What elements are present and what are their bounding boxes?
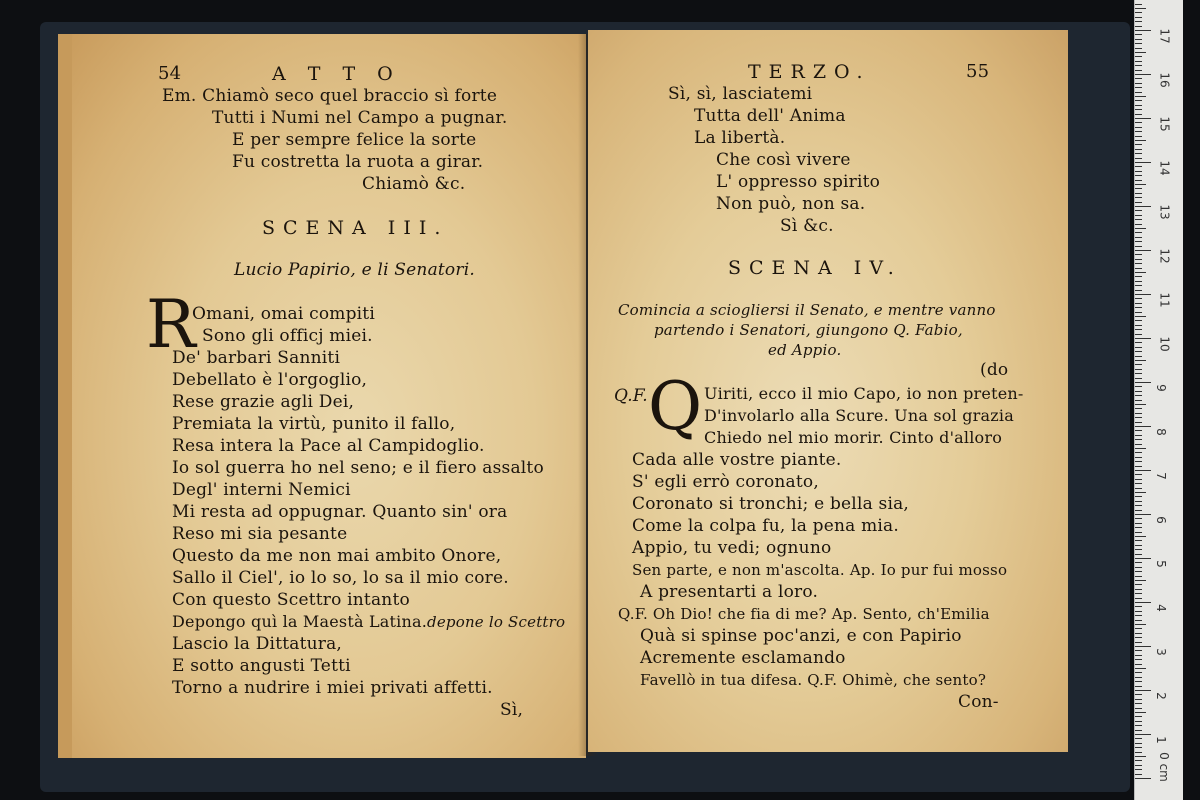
- verse-line: E sotto angusti Tetti: [172, 656, 351, 676]
- ruler-number: 1: [1153, 736, 1168, 744]
- page-number: 54: [158, 63, 182, 84]
- ruler-tick: [1135, 100, 1142, 101]
- ruler-tick: [1135, 448, 1146, 449]
- ruler-number: 13: [1157, 204, 1172, 220]
- ruler-tick: [1135, 611, 1142, 612]
- verse-line: Reso mi sia pesante: [172, 524, 348, 544]
- ruler-tick: [1135, 188, 1142, 189]
- ruler-tick: [1135, 250, 1151, 251]
- ruler-tick: [1135, 417, 1142, 418]
- ruler-tick: [1135, 294, 1151, 295]
- ruler-tick: [1135, 92, 1142, 93]
- running-head: TERZO.: [748, 61, 871, 83]
- ruler-tick: [1135, 580, 1146, 581]
- verse-line: Favellò in tua difesa. Q.F. Ohimè, che sento?: [640, 671, 987, 689]
- ruler-tick: [1135, 730, 1142, 731]
- ruler-tick: [1135, 514, 1151, 515]
- ruler-tick: [1135, 444, 1142, 445]
- turnover: (do: [980, 360, 1009, 380]
- ruler-tick: [1135, 589, 1142, 590]
- ruler-tick: [1135, 78, 1142, 79]
- drop-cap: R: [146, 286, 196, 363]
- ruler-tick: [1135, 567, 1142, 568]
- ruler-tick: [1135, 655, 1142, 656]
- ruler-tick: [1135, 488, 1142, 489]
- ruler-tick: [1135, 452, 1142, 453]
- ruler-tick: [1135, 690, 1151, 691]
- ruler-tick: [1135, 765, 1142, 766]
- right-page: [588, 30, 1068, 752]
- ruler-tick: [1135, 224, 1142, 225]
- ruler-tick: [1135, 747, 1142, 748]
- ruler-tick: [1135, 716, 1142, 717]
- scene-subtitle: Lucio Papirio, e li Senatori.: [234, 260, 475, 280]
- verse-line: Acremente esclamando: [640, 648, 846, 668]
- verse-line: Chiedo nel mio morir. Cinto d'alloro: [704, 428, 1003, 447]
- ruler-tick: [1135, 408, 1142, 409]
- ruler-tick: [1135, 180, 1142, 181]
- ruler-tick: [1135, 298, 1142, 299]
- ruler-tick: [1135, 52, 1146, 53]
- running-head: A T T O: [272, 63, 401, 85]
- ruler-tick: [1135, 166, 1142, 167]
- ruler-tick: [1135, 633, 1142, 634]
- verse-line: Fu costretta la ruota a girar.: [232, 152, 484, 172]
- ruler-tick: [1135, 290, 1142, 291]
- ruler-tick: [1135, 329, 1142, 330]
- ruler-tick: [1135, 74, 1151, 75]
- ruler-tick: [1135, 760, 1142, 761]
- ruler-tick: [1135, 756, 1146, 757]
- verse-line: Quà si spinse poc'anzi, e con Papirio: [640, 626, 962, 646]
- verse-text: Depongo quì la Maestà Latina.: [172, 612, 428, 631]
- ruler-tick: [1135, 769, 1142, 770]
- verse-line: Debellato è l'orgoglio,: [172, 370, 368, 390]
- ruler-tick: [1135, 118, 1151, 119]
- ruler-tick: [1135, 738, 1142, 739]
- ruler-tick: [1135, 149, 1142, 150]
- ruler-tick: [1135, 272, 1146, 273]
- verse-line: Sono gli officj miei.: [202, 326, 373, 346]
- verse-line: Resa intera la Pace al Campidoglio.: [172, 436, 485, 456]
- ruler-tick: [1135, 466, 1142, 467]
- ruler-tick: [1135, 70, 1142, 71]
- ruler-tick: [1135, 413, 1142, 414]
- ruler-tick: [1135, 122, 1142, 123]
- ruler-tick: [1135, 268, 1142, 269]
- ruler-tick: [1135, 576, 1142, 577]
- ruler-tick: [1135, 598, 1142, 599]
- ruler-tick: [1135, 263, 1142, 264]
- ruler-tick: [1135, 259, 1142, 260]
- ruler-tick: [1135, 774, 1142, 775]
- ruler-tick: [1135, 83, 1142, 84]
- verse-line: Em. Chiamò seco quel braccio sì forte: [162, 86, 498, 106]
- catchword: Con-: [958, 692, 999, 712]
- ruler-tick: [1135, 532, 1142, 533]
- ruler-tick: [1135, 571, 1142, 572]
- ruler-tick: [1135, 518, 1142, 519]
- scene-direction: partendo i Senatori, giungono Q. Fabio,: [654, 321, 963, 339]
- ruler-tick: [1135, 386, 1142, 387]
- ruler-tick: [1135, 426, 1151, 427]
- ruler-tick: [1135, 127, 1142, 128]
- ruler-tick: [1135, 12, 1142, 13]
- ruler-tick: [1135, 109, 1142, 110]
- speaker-label: Q.F.: [614, 386, 648, 406]
- ruler-number: 2: [1153, 692, 1168, 700]
- ruler-tick: [1135, 677, 1142, 678]
- verse-line: Che così vivere: [716, 150, 851, 170]
- verse-line: Cada alle vostre piante.: [632, 450, 842, 470]
- left-page: [58, 34, 586, 758]
- drop-cap: Q: [648, 368, 703, 445]
- ruler-tick: [1135, 650, 1142, 651]
- ruler-tick: [1135, 316, 1146, 317]
- ruler-number: 3: [1153, 648, 1168, 656]
- ruler-tick: [1135, 492, 1146, 493]
- verse-line: Torno a nudrire i miei privati affetti.: [172, 678, 493, 698]
- ruler-tick: [1135, 144, 1142, 145]
- verse-line: E per sempre felice la sorte: [232, 130, 477, 150]
- ruler-tick: [1135, 527, 1142, 528]
- verse-line: Sì, sì, lasciatemi: [668, 84, 813, 104]
- ruler-tick: [1135, 87, 1142, 88]
- verse-line: Tutta dell' Anima: [694, 106, 846, 126]
- ruler-tick: [1135, 232, 1142, 233]
- verse-line: A presentarti a loro.: [640, 582, 819, 602]
- ruler-tick: [1135, 320, 1142, 321]
- ruler-tick: [1135, 285, 1142, 286]
- ruler-tick: [1135, 48, 1142, 49]
- verse-line: Non può, non sa.: [716, 194, 866, 214]
- ruler-tick: [1135, 114, 1142, 115]
- ruler-tick: [1135, 334, 1142, 335]
- ruler-tick: [1135, 620, 1142, 621]
- verse-line: Mi resta ad oppugnar. Quanto sin' ora: [172, 502, 508, 522]
- ruler-number: 15: [1157, 116, 1172, 132]
- ruler-tick: [1135, 369, 1142, 370]
- ruler-tick: [1135, 545, 1142, 546]
- ruler-tick: [1135, 219, 1142, 220]
- verse-line: Coronato si tronchi; e bella sia,: [632, 494, 910, 514]
- ruler-tick: [1135, 681, 1142, 682]
- ruler-tick: [1135, 131, 1142, 132]
- ruler-tick: [1135, 4, 1142, 5]
- verse-line: Con questo Scettro intanto: [172, 590, 410, 610]
- ruler-tick: [1135, 96, 1146, 97]
- ruler-number: 16: [1157, 72, 1172, 88]
- ruler-tick: [1135, 281, 1142, 282]
- ruler-tick: [1135, 34, 1142, 35]
- ruler-tick: [1135, 523, 1142, 524]
- ruler-tick: [1135, 56, 1142, 57]
- ruler-tick: [1135, 479, 1142, 480]
- ruler-tick: [1135, 246, 1142, 247]
- ruler-tick: [1135, 725, 1142, 726]
- ruler-tick: [1135, 659, 1142, 660]
- verse-line: De' barbari Sanniti: [172, 348, 341, 368]
- ruler-tick: [1135, 664, 1142, 665]
- scene-title: SCENA III.: [262, 217, 449, 239]
- ruler-tick: [1135, 461, 1142, 462]
- ruler-tick: [1135, 175, 1142, 176]
- ruler-tick: [1135, 105, 1142, 106]
- ruler-tick: [1135, 43, 1142, 44]
- verse-line: Rese grazie agli Dei,: [172, 392, 355, 412]
- ruler-tick: [1135, 30, 1151, 31]
- ruler-tick: [1135, 743, 1142, 744]
- ruler-tick: [1135, 382, 1151, 383]
- verse-line: L' oppresso spirito: [716, 172, 881, 192]
- ruler-number: 11: [1157, 292, 1172, 308]
- ruler-tick: [1135, 254, 1142, 255]
- ruler-tick: [1135, 17, 1142, 18]
- ruler-tick: [1135, 536, 1146, 537]
- ruler-tick: [1135, 360, 1146, 361]
- ruler-tick: [1135, 708, 1142, 709]
- verse-line: Degl' interni Nemici: [172, 480, 351, 500]
- ruler-tick: [1135, 554, 1142, 555]
- ruler-tick: [1135, 558, 1151, 559]
- ruler-tick: [1135, 734, 1151, 735]
- verse-line: [172, 612, 565, 632]
- verse-line: Sallo il Ciel', io lo so, lo sa il mio core.: [172, 568, 509, 588]
- ruler-tick: [1135, 136, 1142, 137]
- verse-line: Sen parte, e non m'ascolta. Ap. Io pur fui mosso: [632, 561, 1008, 579]
- ruler-tick: [1135, 347, 1142, 348]
- ruler-tick: [1135, 158, 1142, 159]
- ruler-tick: [1135, 646, 1151, 647]
- ruler-number: 14: [1157, 160, 1172, 176]
- ruler-tick: [1135, 26, 1142, 27]
- ruler-number: 12: [1157, 248, 1172, 264]
- ruler-tick: [1135, 668, 1146, 669]
- verse-line: Uiriti, ecco il mio Capo, io non preten-: [704, 384, 1024, 403]
- ruler-tick: [1135, 364, 1142, 365]
- ruler-tick: [1135, 549, 1142, 550]
- ruler-tick: [1135, 276, 1142, 277]
- ruler-tick: [1135, 510, 1142, 511]
- ruler-tick: [1135, 712, 1146, 713]
- ruler-tick: [1135, 470, 1151, 471]
- ruler-tick: [1135, 435, 1142, 436]
- ruler-tick: [1135, 61, 1142, 62]
- ruler-tick: [1135, 430, 1142, 431]
- ruler-tick: [1135, 378, 1142, 379]
- ruler-tick: [1135, 699, 1142, 700]
- ruler-tick: [1135, 694, 1142, 695]
- verse-line: D'involarlo alla Scure. Una sol grazia: [704, 406, 1014, 425]
- ruler-tick: [1135, 193, 1142, 194]
- ruler-tick: [1135, 400, 1142, 401]
- ruler-tick: [1135, 540, 1142, 541]
- ruler-tick: [1135, 373, 1142, 374]
- ruler-tick: [1135, 584, 1142, 585]
- verse-line: Premiata la virtù, punito il fallo,: [172, 414, 456, 434]
- ruler-tick: [1135, 325, 1142, 326]
- ruler-tick: [1135, 140, 1146, 141]
- ruler-number: 5: [1153, 560, 1168, 568]
- ruler-tick: [1135, 342, 1142, 343]
- ruler-tick: [1135, 703, 1142, 704]
- verse-line: S' egli errò coronato,: [632, 472, 819, 492]
- ruler-tick: [1135, 184, 1146, 185]
- verse-line: Omani, omai compiti: [192, 304, 375, 324]
- ruler-tick: [1135, 312, 1142, 313]
- page-number: 55: [966, 61, 990, 82]
- ruler-tick: [1135, 197, 1142, 198]
- verse-line: Questo da me non mai ambito Onore,: [172, 546, 502, 566]
- ruler-tick: [1135, 606, 1142, 607]
- measuring-ruler: [1134, 0, 1183, 800]
- verse-line: Q.F. Oh Dio! che fia di me? Ap. Sento, ch'Emilia: [618, 605, 990, 623]
- ruler-tick: [1135, 637, 1142, 638]
- ruler-tick: [1135, 721, 1142, 722]
- ruler-tick: [1135, 8, 1146, 9]
- scene-direction: Comincia a sciogliersi il Senato, e mentre vanno: [618, 301, 996, 319]
- ruler-tick: [1135, 202, 1142, 203]
- ruler-unit-label: 0 cm: [1156, 752, 1171, 782]
- ruler-tick: [1135, 241, 1142, 242]
- ruler-tick: [1135, 404, 1146, 405]
- ruler-tick: [1135, 237, 1142, 238]
- ruler-tick: [1135, 501, 1142, 502]
- ruler-number: 10: [1157, 336, 1172, 352]
- ruler-tick: [1135, 778, 1151, 779]
- ruler-number: 6: [1153, 516, 1168, 524]
- ruler-tick: [1135, 624, 1146, 625]
- ruler-tick: [1135, 562, 1142, 563]
- verse-line: Appio, tu vedi; ognuno: [632, 538, 832, 558]
- ruler-tick: [1135, 356, 1142, 357]
- ruler-tick: [1135, 39, 1142, 40]
- ruler-number: 8: [1153, 428, 1168, 436]
- ruler-tick: [1135, 351, 1142, 352]
- ruler-number: 4: [1153, 604, 1168, 612]
- ruler-tick: [1135, 628, 1142, 629]
- ruler-tick: [1135, 439, 1142, 440]
- ruler-tick: [1135, 215, 1142, 216]
- ruler-tick: [1135, 483, 1142, 484]
- verse-line: Lascio la Dittatura,: [172, 634, 343, 654]
- ruler-tick: [1135, 642, 1142, 643]
- ruler-tick: [1135, 206, 1151, 207]
- ruler-number: 9: [1153, 384, 1168, 392]
- ruler-tick: [1135, 153, 1142, 154]
- verse-line: Chiamò &c.: [362, 174, 466, 194]
- ruler-tick: [1135, 593, 1142, 594]
- stage-direction: depone lo Scettro: [427, 613, 566, 631]
- ruler-tick: [1135, 395, 1142, 396]
- ruler-tick: [1135, 338, 1151, 339]
- ruler-tick: [1135, 474, 1142, 475]
- ruler-tick: [1135, 752, 1142, 753]
- ruler-number: 7: [1153, 472, 1168, 480]
- ruler-tick: [1135, 171, 1142, 172]
- ruler-tick: [1135, 65, 1142, 66]
- ruler-tick: [1135, 457, 1142, 458]
- ruler-tick: [1135, 496, 1142, 497]
- ruler-tick: [1135, 686, 1142, 687]
- verse-line: Sì &c.: [780, 216, 834, 236]
- ruler-tick: [1135, 672, 1142, 673]
- ruler-tick: [1135, 505, 1142, 506]
- verse-line: Tutti i Numi nel Campo a pugnar.: [212, 108, 508, 128]
- ruler-number: 17: [1157, 28, 1172, 44]
- scene-title: SCENA IV.: [728, 257, 902, 279]
- ruler-tick: [1135, 228, 1146, 229]
- verse-line: Come la colpa fu, la pena mia.: [632, 516, 899, 536]
- ruler-tick: [1135, 162, 1151, 163]
- ruler-tick: [1135, 21, 1142, 22]
- ruler-tick: [1135, 307, 1142, 308]
- ruler-tick: [1135, 210, 1142, 211]
- ruler-tick: [1135, 602, 1151, 603]
- scene-direction: ed Appio.: [768, 341, 842, 359]
- ruler-tick: [1135, 422, 1142, 423]
- catchword: Sì,: [500, 700, 524, 720]
- verse-line: La libertà.: [694, 128, 786, 148]
- ruler-tick: [1135, 615, 1142, 616]
- verse-line: Io sol guerra ho nel seno; e il fiero assalto: [172, 458, 544, 478]
- ruler-tick: [1135, 391, 1142, 392]
- ruler-tick: [1135, 303, 1142, 304]
